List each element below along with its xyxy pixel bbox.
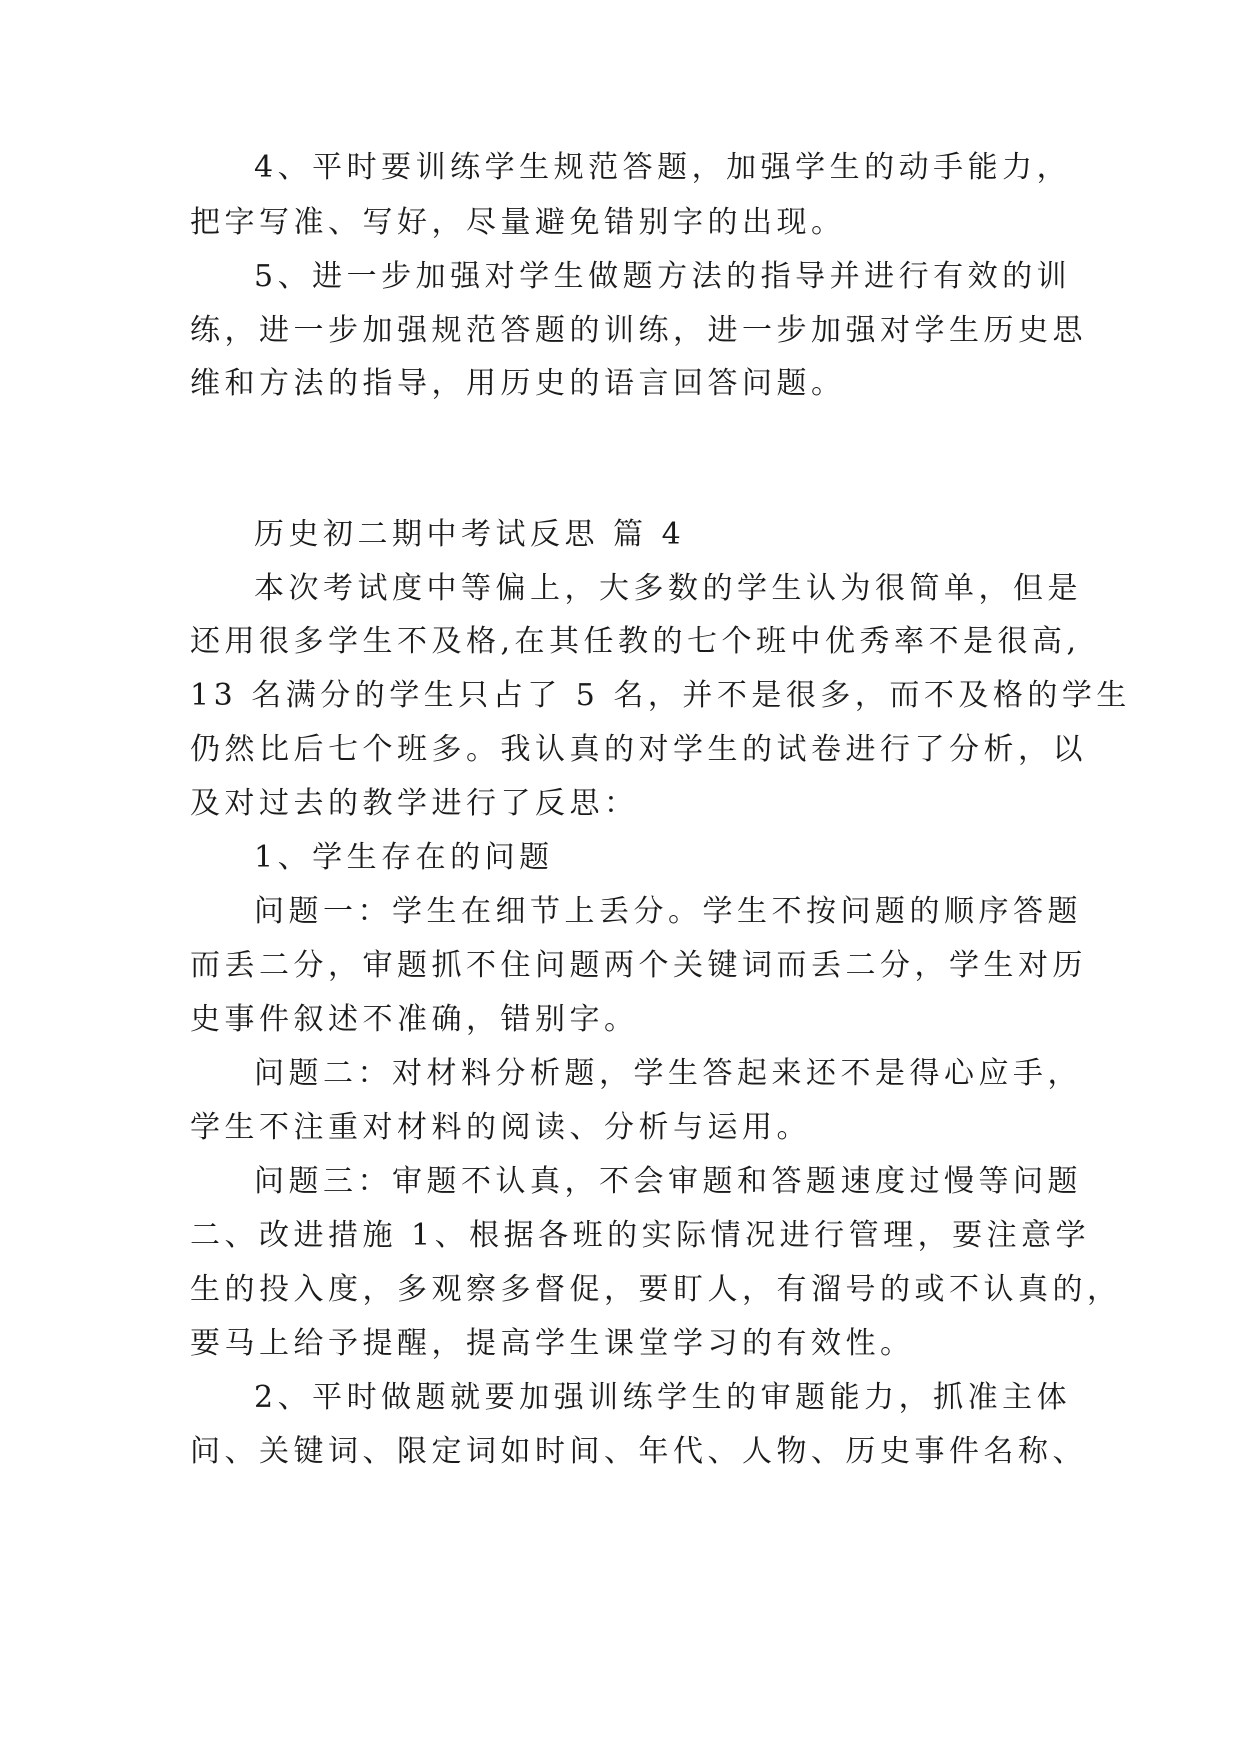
paragraph-4-line-2: 把字写准、写好，尽量避免错别字的出现。 [190,205,846,240]
paragraph-5-line-1: 5、进一步加强对学生做题方法的指导并进行有效的训 [254,259,1072,294]
measure-2-line-1: 2、平时做题就要加强训练学生的审题能力，抓准主体 [254,1380,1072,1415]
subheading-problems: 1、学生存在的问题 [254,840,554,875]
measure-2-line-2: 问、关键词、限定词如时间、年代、人物、历史事件名称、 [190,1434,1087,1469]
intro-line-2: 还用很多学生不及格,在其任教的七个班中优秀率不是很高, [190,624,1081,659]
problem-3-line-3: 生的投入度，多观察多督促，要盯人，有溜号的或不认真的， [190,1272,1122,1307]
paragraph-4-line-1: 4、平时要训练学生规范答题，加强学生的动手能力， [254,150,1072,185]
intro-line-3: 13 名满分的学生只占了 5 名，并不是很多，而不及格的学生 [190,678,1131,713]
paragraph-5-line-3: 维和方法的指导，用历史的语言回答问题。 [190,366,846,401]
intro-line-1: 本次考试度中等偏上，大多数的学生认为很简单，但是 [254,571,1082,606]
problem-1-line-1: 问题一：学生在细节上丢分。学生不按问题的顺序答题 [254,894,1082,929]
intro-line-5: 及对过去的教学进行了反思： [190,786,639,821]
problem-2-line-1: 问题二：对材料分析题，学生答起来还不是得心应手， [254,1056,1082,1091]
intro-line-4: 仍然比后七个班多。我认真的对学生的试卷进行了分析，以 [190,732,1087,767]
problem-2-line-2: 学生不注重对材料的阅读、分析与运用。 [190,1110,811,1145]
section-heading: 历史初二期中考试反思 篇 4 [254,517,686,552]
problem-1-line-3: 史事件叙述不准确，错别字。 [190,1002,639,1037]
problem-3-line-4: 要马上给予提醒，提高学生课堂学习的有效性。 [190,1326,915,1361]
problem-3-line-2: 二、改进措施 1、根据各班的实际情况进行管理，要注意学 [190,1218,1091,1253]
problem-3-line-1: 问题三：审题不认真，不会审题和答题速度过慢等问题 [254,1164,1082,1199]
problem-1-line-2: 而丢二分，审题抓不住问题两个关键词而丢二分，学生对历 [190,948,1087,983]
paragraph-5-line-2: 练，进一步加强规范答题的训练，进一步加强对学生历史思 [190,313,1087,348]
